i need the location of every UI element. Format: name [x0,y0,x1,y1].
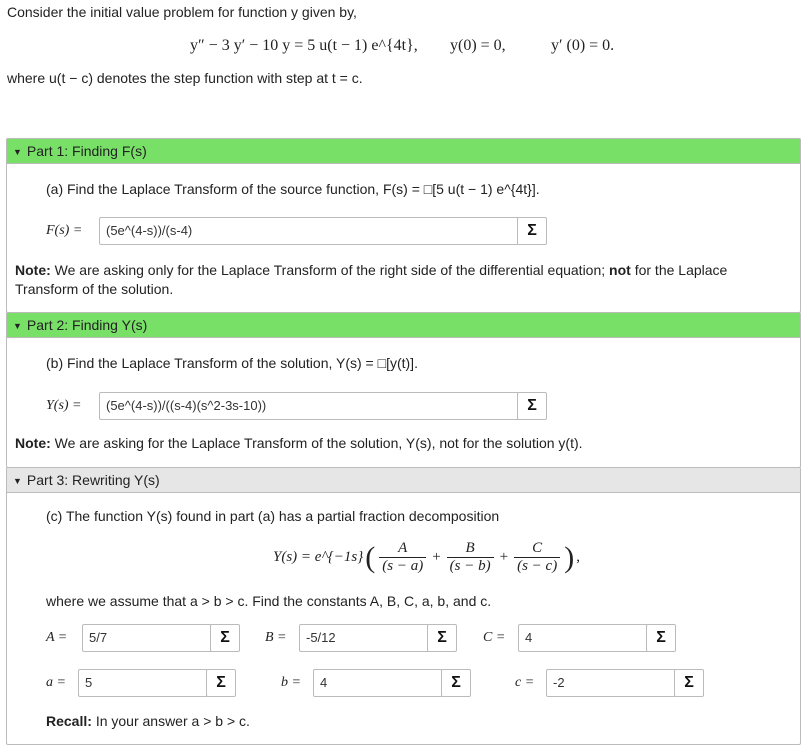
part-1-header[interactable]: ▼ Part 1: Finding F(s) [7,139,800,164]
c-sigma-button[interactable]: Σ [674,669,704,697]
Y-input[interactable]: (5e^(4-s))/((s-4)(s^2-3s-10)) [99,392,519,420]
initial-condition-yprime: y′ (0) = 0. [551,37,615,54]
b-label: b = [281,675,301,690]
F-input[interactable]: (5e^(4-s))/(s-4) [99,217,519,245]
part-3-question: (c) The function Y(s) found in part (a) has a partial fraction decomposition [46,508,500,524]
part-2-header[interactable]: ▼ Part 2: Finding Y(s) [7,313,800,338]
A-sigma-button[interactable]: Σ [210,624,240,652]
A-label: A = [46,630,68,645]
Y-field-label: Y(s) = [46,398,82,413]
initial-condition-y: y(0) = 0, [450,37,506,54]
B-sigma-button[interactable]: Σ [427,624,457,652]
b-input[interactable]: 4 [313,669,443,697]
collapse-triangle-icon: ▼ [13,147,22,157]
F-field-label: F(s) = [46,223,83,238]
c-input[interactable]: -2 [546,669,676,697]
assumption-text: where we assume that a > b > c. Find the constants A, B, C, a, b, and c. [46,593,492,609]
part-1-note: Note: We are asking only for the Laplace Transform of the right side of the differential equation; not for the Laplace Transform of the solution. [15,262,728,297]
intro-text: Consider the initial value problem for function y given by, [7,4,357,20]
c-label: c = [515,675,535,690]
part-1-panel [6,138,801,313]
C-label: C = [483,630,506,645]
collapse-triangle-icon: ▼ [13,476,22,486]
recall-note: Recall: In your answer a > b > c. [46,713,250,729]
part-2-question: (b) Find the Laplace Transform of the solution, Y(s) = □[y(t)]. [46,355,418,371]
b-sigma-button[interactable]: Σ [441,669,471,697]
part-3-header[interactable]: ▼ Part 3: Rewriting Y(s) [7,468,800,493]
A-input[interactable]: 5/7 [82,624,212,652]
step-function-note: where u(t − c) denotes the step function with step at t = c. [7,70,363,86]
Y-sigma-button[interactable]: Σ [517,392,547,420]
B-label: B = [265,630,287,645]
part-3-panel [6,467,801,745]
C-input[interactable]: 4 [518,624,648,652]
a-sigma-button[interactable]: Σ [206,669,236,697]
differential-equation: y″ − 3 y′ − 10 y = 5 u(t − 1) e^{4t}, [190,37,418,54]
B-input[interactable]: -5/12 [299,624,429,652]
part-2-note: Note: We are asking for the Laplace Transform of the solution, Y(s), not for the solution y(t). [15,435,583,451]
a-input[interactable]: 5 [78,669,208,697]
part-1-question: (a) Find the Laplace Transform of the source function, F(s) = □[5 u(t − 1) e^{4t}]. [46,181,540,197]
part-2-panel [6,312,801,468]
partial-fraction-decomposition: Y(s) = e^{−1s} ( $\frac{A}{(s - a)}$ + $\frac{B}{(s - b)}$ + $\frac{C}{(s - c)}$ ) , [273,540,580,574]
C-sigma-button[interactable]: Σ [646,624,676,652]
a-label: a = [46,675,66,690]
collapse-triangle-icon: ▼ [13,321,22,331]
F-sigma-button[interactable]: Σ [517,217,547,245]
